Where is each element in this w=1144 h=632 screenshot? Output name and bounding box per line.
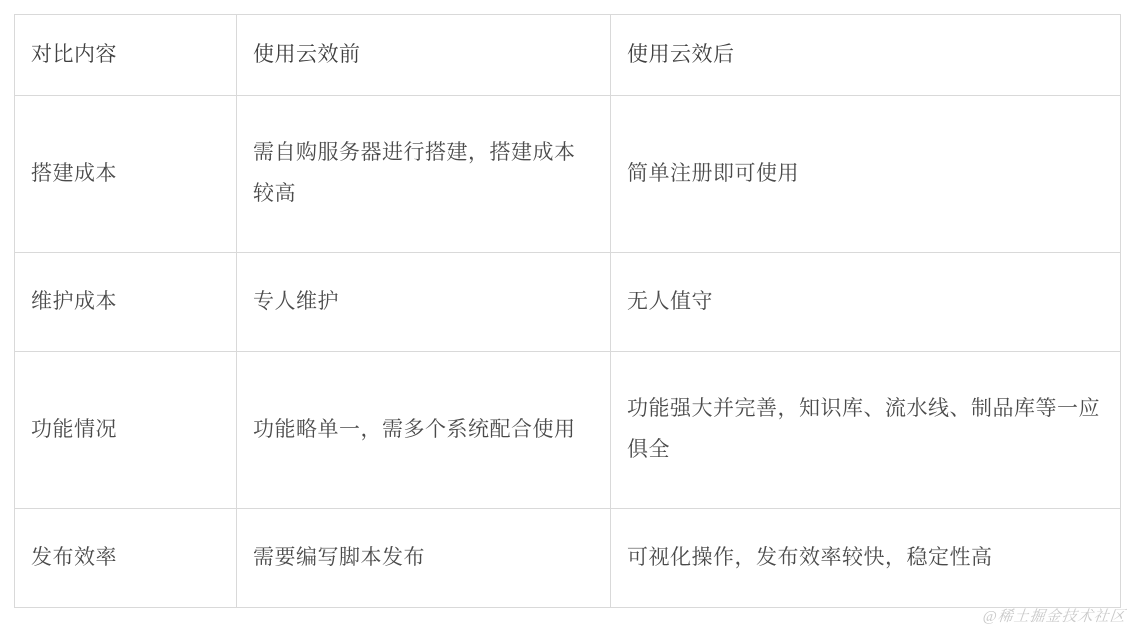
row-label-release-efficiency: 发布效率 [15, 509, 237, 608]
row-after-release-efficiency: 可视化操作，发布效率较快，稳定性高 [611, 509, 1121, 608]
row-before-maintenance-cost: 专人维护 [237, 253, 611, 352]
row-label-features: 功能情况 [15, 352, 237, 509]
row-after-features: 功能强大并完善，知识库、流水线、制品库等一应俱全 [611, 352, 1121, 509]
header-cell-topic: 对比内容 [15, 15, 237, 96]
table-row [15, 253, 1121, 352]
row-before-features: 功能略单一，需多个系统配合使用 [237, 352, 611, 509]
row-after-setup-cost: 简单注册即可使用 [611, 96, 1121, 253]
header-cell-after: 使用云效后 [611, 15, 1121, 96]
table-row [15, 352, 1121, 509]
comparison-table-container [14, 14, 1120, 608]
row-after-maintenance-cost: 无人值守 [611, 253, 1121, 352]
table-header-row [15, 15, 1121, 96]
row-before-release-efficiency: 需要编写脚本发布 [237, 509, 611, 608]
watermark: @稀土掘金技术社区 [982, 609, 1127, 625]
header-cell-before: 使用云效前 [237, 15, 611, 96]
table-row [15, 96, 1121, 253]
row-label-maintenance-cost: 维护成本 [15, 253, 237, 352]
row-label-setup-cost: 搭建成本 [15, 96, 237, 253]
row-before-setup-cost: 需自购服务器进行搭建，搭建成本较高 [237, 96, 611, 253]
table-row [15, 509, 1121, 608]
comparison-table [14, 14, 1121, 608]
